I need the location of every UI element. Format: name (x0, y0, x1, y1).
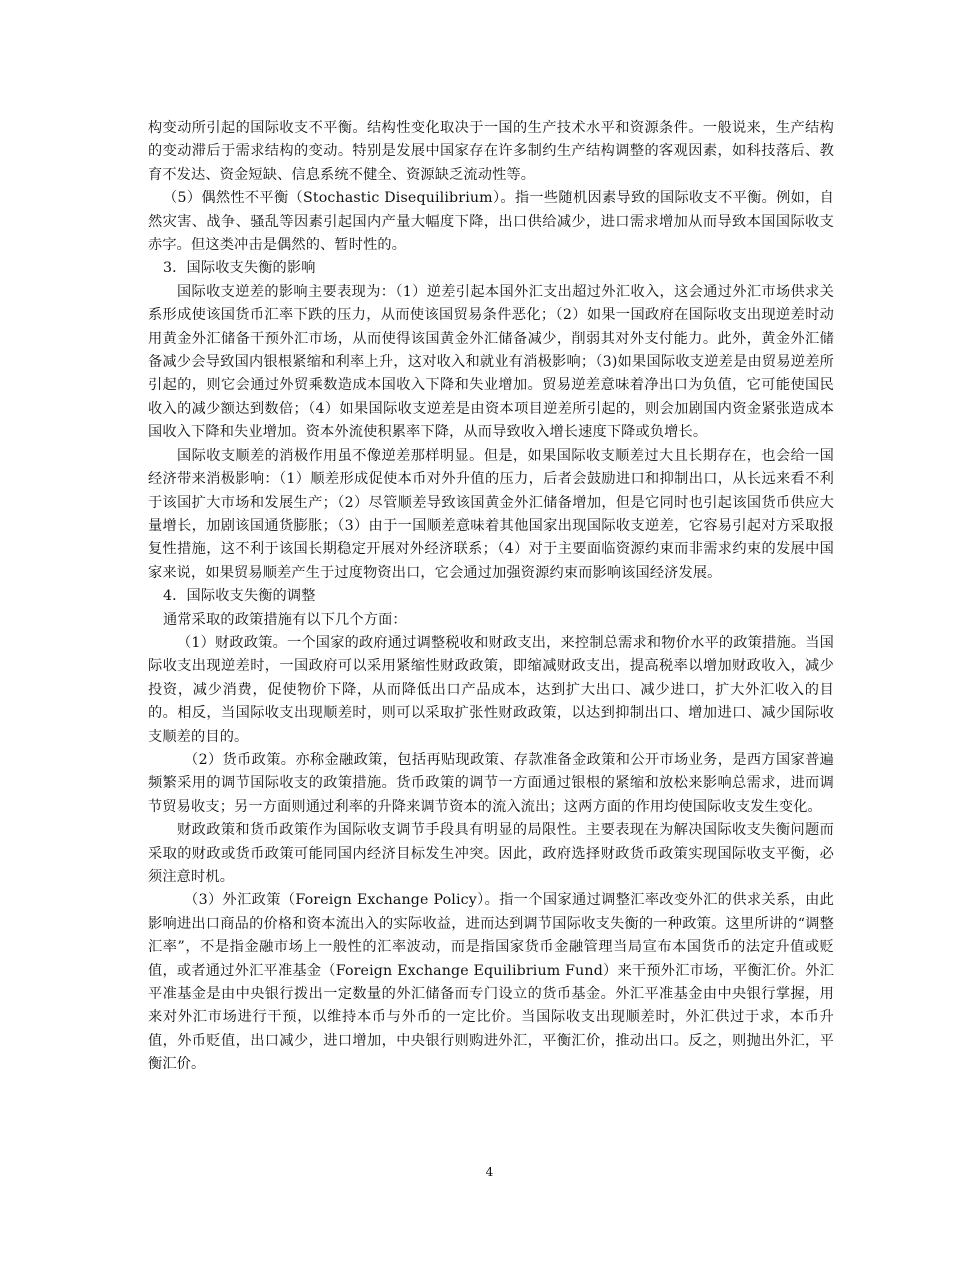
paragraph-monetary-policy: （2）货币政策。亦称金融政策，包括再贴现政策、存款准备金政策和公开市场业务，是西方国家普遍频繁采用的调节国际收支的政策措施。货币政策的调节一方面通过银根的紧缩和放松来影响总需求，进而调节贸易收支；另一方面则通过利率的升降来调节资本的流入流出；这两方面的作用均使国际收支发生变化。 (148, 751, 834, 815)
paragraph-surplus-effects: 国际收支顺差的消极作用虽不像逆差那样明显。但是，如果国际收支顺差过大且长期存在，也会给一国经济带来消极影响：（1）顺差形成促使本币对外升值的压力，后者会鼓励进口和抑制出口，从长远来看不利于该国扩大市场和发展生产；（2）尽管顺差导致该国黄金外汇储备增加，但是它同时也引起该国货币供应大量增长，加剧该国通货膨胀；（3）由于一国顺差意味着其他国家出现国际收支逆差，它容易引起对方采取报复性措施，这不利于该国长期稳定开展对外经济联系；（4）对于主要面临资源约束而非需求约束的发展中国家来说，如果贸易顺差产生于过度物资出口，它会通过加强资源约束而影响该国经济发展。 (148, 447, 834, 581)
paragraph-stochastic-disequilibrium: （5）偶然性不平衡（Stochastic Disequilibrium）。指一些随机因素导致的国际收支不平衡。例如，自然灾害、战争、骚乱等因素引起国内产量大幅度下降，出口供给减少，进口需求增加从而导致本国国际收支赤字。但这类冲击是偶然的、暂时性的。 (148, 190, 834, 254)
section-heading-imbalance-effects: 3．国际收支失衡的影响 (163, 260, 316, 277)
page-number: 4 (485, 1165, 494, 1179)
paragraph-policy-limitations: 财政政策和货币政策作为国际收支调节手段具有明显的局限性。主要表现在为解决国际收支失衡问题而采取的财政或货币政策可能同国内经济目标发生冲突。因此，政府选择财政货币政策实现国际收支平衡，必须注意时机。 (148, 822, 834, 885)
paragraph-policy-intro: 通常采取的政策措施有以下几个方面： (163, 611, 407, 628)
paragraph-exchange-policy: （3）外汇政策（Foreign Exchange Policy）。指一个国家通过调整汇率改变外汇的供求关系，由此影响进出口商品的价格和资本流出入的实际收益，进而达到调节国际收支失衡的一种政策。这里所讲的“调整汇率”，不是指金融市场上一般性的汇率波动，而是指国家货币金融管理当局宣布本国货币的法定升值或贬值，或者通过外汇平准基金（Foreign Exchange Equilibrium Fund）来干预外汇市场，平衡汇价。外汇平准基金是由中央银行拨出一定数量的外汇储备而专门设立的货币基金。外汇平准基金由中央银行掌握，用来对外汇市场进行干预，以维持本币与外币的一定比价。当国际收支出现顺差时，外汇供过于求，本币升值，外币贬值，出口减少，进口增加，中央银行则购进外汇，平衡汇价，推动出口。反之，则抛出外汇，平衡汇价。 (148, 892, 834, 1073)
paragraph-structural-imbalance-end: 构变动所引起的国际收支不平衡。结构性变化取决于一国的生产技术水平和资源条件。一般说来，生产结构的变动滞后于需求结构的变动。特别是发展中国家存在许多制约生产结构调整的客观因素，如科技落后、教育不发达、资金短缺、信息系统不健全、资源缺乏流动性等。 (148, 120, 834, 183)
section-heading-imbalance-adjustment: 4．国际收支失衡的调整 (163, 588, 316, 605)
body-text (148, 117, 834, 1077)
paragraph-fiscal-policy: （1）财政政策。一个国家的政府通过调整税收和财政支出，来控制总需求和物价水平的政策措施。当国际收支出现逆差时，一国政府可以采用紧缩性财政政策，即缩减财政支出，提高税率以增加财政收入，减少投资，减少消费，促使物价下降，从而降低出口产品成本，达到扩大出口、减少进口，扩大外汇收入的目的。相反，当国际收支出现顺差时，则可以采取扩张性财政政策，以达到抑制出口、增加进口、减少国际收支顺差的目的。 (148, 634, 834, 745)
paragraph-deficit-effects: 国际收支逆差的影响主要表现为：（1）逆差引起本国外汇支出超过外汇收入，这会通过外汇市场供求关系形成使该国货币汇率下跌的压力，从而使该国贸易条件恶化；（2）如果一国政府在国际收支出现逆差时动用黄金外汇储备干预外汇市场，从而使得该国黄金外汇储备减少，削弱其对外支付能力。此外，黄金外汇储备减少会导致国内银根紧缩和利率上升，这对收入和就业有消极影响；（3)如果国际收支逆差是由贸易逆差所引起的，则它会通过外贸乘数造成本国收入下降和失业增加。贸易逆差意味着净出口为负值，它可能使国民收入的减少额达到数倍；（4）如果国际收支逆差是由资本项目逆差所引起的，则会加剧国内资金紧张造成本国收入下降和失业增加。资本外流使积累率下降，从而导致收入增长速度下降或负增长。 (148, 283, 834, 441)
